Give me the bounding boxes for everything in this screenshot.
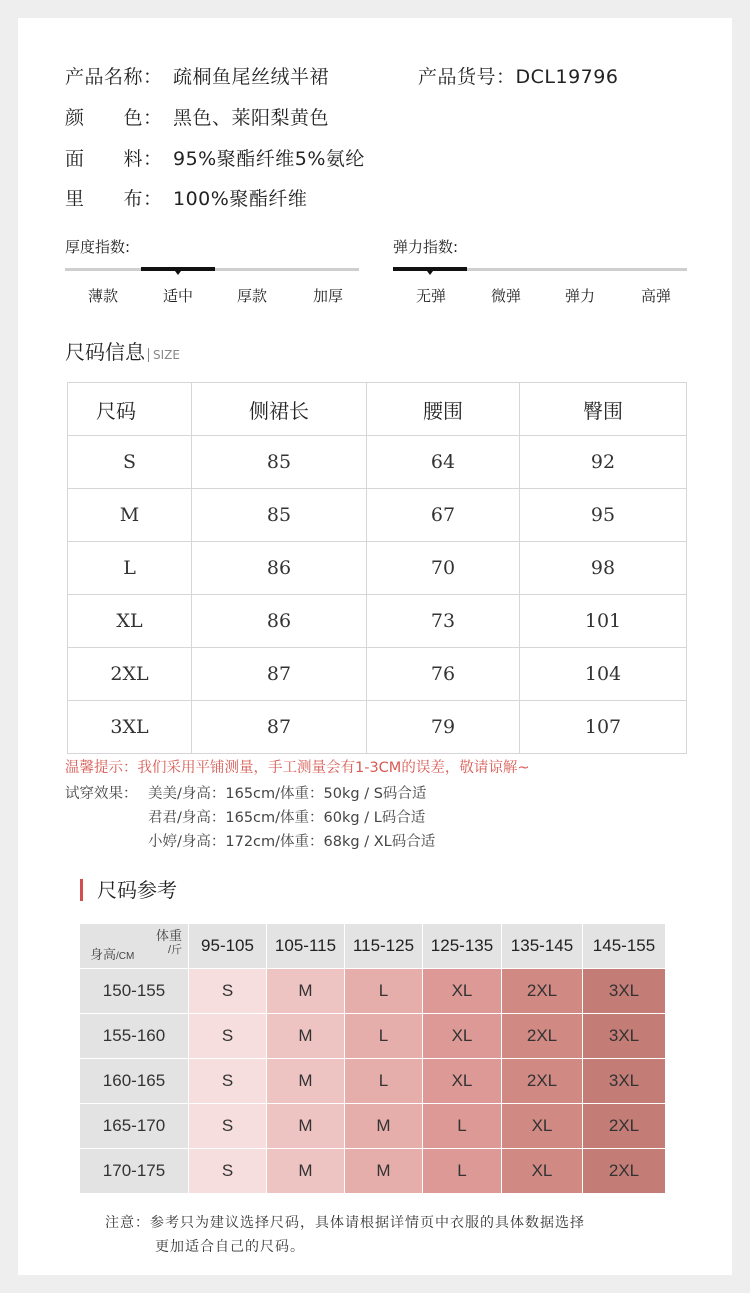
lining-row <box>65 184 307 211</box>
table-row <box>68 542 687 595</box>
color-value: 黑色、莱阳梨黄色 <box>173 107 330 129</box>
ref-size-cell: M <box>267 1149 345 1194</box>
weight-header: 125-135 <box>423 924 502 969</box>
elasticity-title: 弹力指数: <box>393 238 459 256</box>
measurement-tip: 温馨提示：我们采用平铺测量，手工测量会有1-3CM的误差，敬请谅解~ <box>65 760 530 776</box>
ref-size-cell: M <box>267 1014 345 1059</box>
table-row <box>68 701 687 754</box>
elasticity-option-stretch: 弹力 <box>564 287 595 305</box>
ref-size-cell: L <box>423 1149 502 1194</box>
ref-size-cell: M <box>267 1104 345 1149</box>
table-row <box>80 1014 666 1059</box>
note-line: 更加适合自己的尺码。 <box>155 1239 305 1255</box>
ref-size-cell: S <box>189 1104 267 1149</box>
ref-size-cell: M <box>345 1149 423 1194</box>
cell-waist: 76 <box>367 648 520 701</box>
cell-waist: 79 <box>367 701 520 754</box>
ref-size-cell: L <box>345 969 423 1014</box>
ref-size-cell: XL <box>423 1014 502 1059</box>
cell-skirt-length: 86 <box>192 542 367 595</box>
header-hip: 臀围 <box>520 383 687 436</box>
ref-size-cell: S <box>189 969 267 1014</box>
height-cell: 165-170 <box>80 1104 189 1149</box>
ref-size-cell: XL <box>502 1104 583 1149</box>
size-ref-table <box>79 923 666 1194</box>
elasticity-option-slight: 微弹 <box>490 287 521 305</box>
corner-height-unit: /CM <box>116 951 135 962</box>
table-row <box>80 1104 666 1149</box>
cell-waist: 73 <box>367 595 520 648</box>
size-ref-corner <box>80 924 189 969</box>
ref-size-cell: 2XL <box>502 969 583 1014</box>
cell-hip: 104 <box>520 648 687 701</box>
elasticity-option-none: 无弹 <box>415 287 446 305</box>
thickness-tick-icon <box>175 271 181 275</box>
ref-size-cell: M <box>345 1104 423 1149</box>
cell-hip: 95 <box>520 489 687 542</box>
size-table-header <box>68 383 687 436</box>
cell-hip: 92 <box>520 436 687 489</box>
ref-size-cell: 3XL <box>583 1059 666 1104</box>
ref-size-cell: 2XL <box>502 1014 583 1059</box>
cell-size: XL <box>68 595 192 648</box>
corner-weight-unit: /斤 <box>167 944 182 956</box>
try-on-label: 试穿效果： <box>65 786 138 802</box>
ref-size-cell: M <box>267 969 345 1014</box>
ref-size-cell: XL <box>423 969 502 1014</box>
lining-value: 100%聚酯纤维 <box>173 188 308 210</box>
ref-size-cell: S <box>189 1149 267 1194</box>
ref-size-cell: L <box>345 1059 423 1104</box>
table-row <box>68 648 687 701</box>
cell-skirt-length: 85 <box>192 436 367 489</box>
size-info-title-en: SIZE <box>148 348 180 362</box>
fabric-row <box>65 144 365 171</box>
height-cell: 170-175 <box>80 1149 189 1194</box>
color-row <box>65 103 329 130</box>
header-skirt-length: 侧裙长 <box>192 383 367 436</box>
cell-waist: 70 <box>367 542 520 595</box>
cell-hip: 101 <box>520 595 687 648</box>
cell-skirt-length: 87 <box>192 648 367 701</box>
ref-size-cell: XL <box>502 1149 583 1194</box>
thickness-option-medium: 适中 <box>162 287 193 305</box>
color-label: 颜 色： <box>65 107 163 129</box>
cell-skirt-length: 85 <box>192 489 367 542</box>
size-ref-header <box>80 924 666 969</box>
product-name-value: 疏桐鱼尾丝绒半裙 <box>173 66 330 88</box>
ref-size-cell: S <box>189 1014 267 1059</box>
product-code-label: 产品货号： <box>418 66 516 88</box>
size-info-title <box>65 336 180 365</box>
header-size: 尺码 <box>68 383 192 436</box>
cell-skirt-length: 87 <box>192 701 367 754</box>
lining-label: 里 布： <box>65 188 163 210</box>
size-info-title-text: 尺码信息 <box>65 340 145 364</box>
cell-size: 2XL <box>68 648 192 701</box>
height-cell: 150-155 <box>80 969 189 1014</box>
table-row <box>80 1059 666 1104</box>
cell-waist: 64 <box>367 436 520 489</box>
thickness-title: 厚度指数: <box>65 238 131 256</box>
product-name-label: 产品名称： <box>65 66 163 88</box>
elasticity-tick-icon <box>427 271 433 275</box>
table-row <box>80 1149 666 1194</box>
size-table <box>67 382 687 754</box>
ref-size-cell: 2XL <box>583 1149 666 1194</box>
weight-header: 145-155 <box>583 924 666 969</box>
table-row <box>68 436 687 489</box>
ref-size-cell: 2XL <box>502 1059 583 1104</box>
header-waist: 腰围 <box>367 383 520 436</box>
ref-size-cell: L <box>345 1014 423 1059</box>
cell-waist: 67 <box>367 489 520 542</box>
ref-size-cell: S <box>189 1059 267 1104</box>
ref-size-cell: M <box>267 1059 345 1104</box>
product-code-value: DCL19796 <box>515 66 619 88</box>
height-cell: 155-160 <box>80 1014 189 1059</box>
ref-size-cell: XL <box>423 1059 502 1104</box>
cell-size: M <box>68 489 192 542</box>
product-code-row <box>418 62 618 89</box>
fabric-value: 95%聚酯纤维5%氨纶 <box>173 148 365 170</box>
try-on-line: 君君/身高：165cm/体重：60kg / L码合适 <box>148 810 426 826</box>
ref-size-cell: 3XL <box>583 969 666 1014</box>
table-row <box>68 489 687 542</box>
weight-header: 105-115 <box>267 924 345 969</box>
ref-size-cell: L <box>423 1104 502 1149</box>
weight-header: 135-145 <box>502 924 583 969</box>
cell-size: 3XL <box>68 701 192 754</box>
cell-size: L <box>68 542 192 595</box>
table-row <box>80 969 666 1014</box>
thickness-option-thin: 薄款 <box>87 287 118 305</box>
ref-size-cell: 3XL <box>583 1014 666 1059</box>
table-row <box>68 595 687 648</box>
try-on-line: 小婷/身高：172cm/体重：68kg / XL码合适 <box>148 834 436 850</box>
thickness-option-thick: 厚款 <box>236 287 267 305</box>
cell-hip: 98 <box>520 542 687 595</box>
corner-weight-label: 体重 <box>155 928 182 943</box>
fabric-label: 面 料： <box>65 148 163 170</box>
elasticity-option-high: 高弹 <box>640 287 671 305</box>
ref-size-cell: 2XL <box>583 1104 666 1149</box>
corner-height-label: 身高 <box>90 947 117 962</box>
cell-hip: 107 <box>520 701 687 754</box>
product-name-row <box>65 62 329 89</box>
size-ref-title: 尺码参考 <box>80 879 177 901</box>
try-on-line: 美美/身高：165cm/体重：50kg / S码合适 <box>148 786 427 802</box>
cell-skirt-length: 86 <box>192 595 367 648</box>
note-line: 注意：参考只为建议选择尺码，具体请根据详情页中衣服的具体数据选择 <box>105 1215 585 1231</box>
weight-header: 115-125 <box>345 924 423 969</box>
height-cell: 160-165 <box>80 1059 189 1104</box>
cell-size: S <box>68 436 192 489</box>
weight-header: 95-105 <box>189 924 267 969</box>
thickness-option-extra-thick: 加厚 <box>312 287 343 305</box>
size-ref-body <box>80 969 666 1194</box>
